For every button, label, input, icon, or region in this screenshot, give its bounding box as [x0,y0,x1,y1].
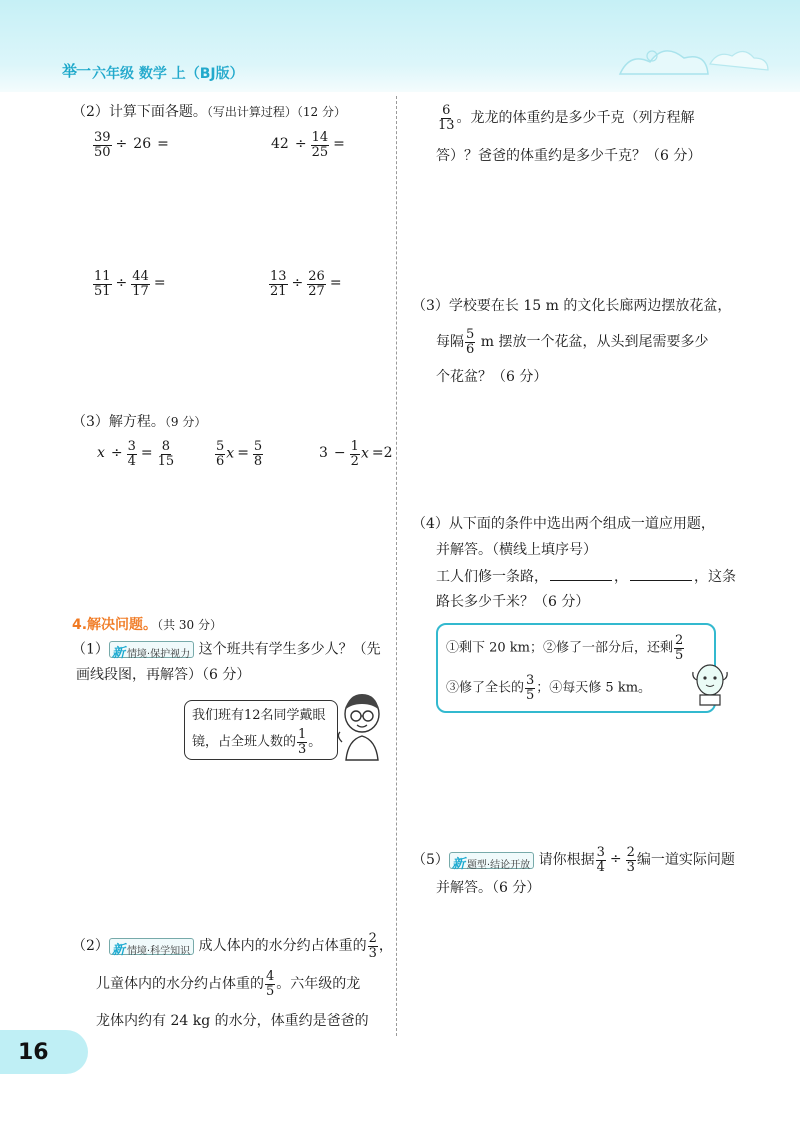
grade-title: 六年级 数学 上（BJ版） [92,66,244,82]
tag-open-ended: 新 题型·结论开放 [449,852,534,869]
conditions-row-2: ③修了全长的 $\frac{3}{5}$ ；④每天修 5 km。 [446,673,652,703]
cactus-mascot-icon [690,658,730,708]
problem-2-line-1: （2） 新 情境·科学知识 成人体内的水分约占体重的 $\frac{2}{3}$ ， [72,931,393,961]
brand-mark: 举一 [62,62,91,80]
problem-5-line-2: 并解答。（6 分） [436,880,541,896]
calc-item-1: $\frac{39}{50}$ ÷ 26 = [94,130,169,160]
tag-protect-eyes: 新 情境·保护视力 [109,641,194,658]
speech-line-2: 镜，占全班人数的 $\frac{1}{3}$ 。 [192,727,322,757]
problem-1-line-2: 画线段图，再解答）（6 分） [76,667,251,683]
problem-3-line-1: （3）学校要在长 15 m 的文化长廊两边摆放花盆， [412,298,732,314]
answer-blank-2[interactable] [630,568,692,581]
column-divider [396,96,397,1036]
boy-character-icon [334,690,390,762]
problem-4-line-2: 并解答。（横线上填序号） [436,542,597,558]
problem-3-line-2: 每隔 $\frac{5}{6}$ m 摆放一个花盆，从头到尾需要多少 [436,327,709,357]
problem-4-line-4: 路长多少千米？（6 分） [436,594,590,610]
calc-item-4: $\frac{13}{21}$ ÷ $\frac{26}{27}$ = [270,269,342,299]
problem-4-line-1: （4）从下面的条件中选出两个组成一道应用题， [412,516,715,532]
speech-line-1: 我们班有12名同学戴眼 [192,708,326,723]
cloud-decoration-icon [600,34,790,94]
problem-2-cont-line-2: 答）？爸爸的体重约是多少千克？（6 分） [436,148,702,164]
problem-5-line-1: （5） 新 题型·结论开放 请你根据 $\frac{3}{4}$ ÷ $\frac{2}{3}$ 编一道实际问题 [412,845,735,875]
problem-2-cont-line-1: $\frac{6}{13}$ 。龙龙的体重约是多少千克（列方程解 [438,103,695,133]
problem-3-line-3: 个花盆？（6 分） [436,369,548,385]
problem-4-line-3: 工人们修一条路， ， ，这条 [436,569,736,585]
equation-3: 3 − $\frac{1}{2}$ x =2 [319,439,393,469]
problem-2-line-3: 龙体内约有 24 kg 的水分，体重约是爸爸的 [96,1013,369,1029]
answer-blank-1[interactable] [550,568,612,581]
page-number: 16 [18,1040,49,1065]
q3-heading: （3）解方程。（9 分） [72,414,207,430]
equation-1: x ÷ $\frac{3}{4}$ = $\frac{8}{15}$ [97,439,175,469]
equation-2: $\frac{5}{6}$ x = $\frac{5}{8}$ [216,439,263,469]
calc-item-2: 42 ÷ $\frac{14}{25}$ = [271,130,345,160]
conditions-row-1: ①剩下 20 km；②修了一部分后，还剩 $\frac{2}{5}$ [446,633,684,663]
problem-2-line-2: 儿童体内的水分约占体重的 $\frac{4}{5}$ 。六年级的龙 [96,969,361,999]
problem-1-line-1: （1） 新 情境·保护视力 这个班共有学生多少人？（先 [72,641,381,661]
section-4-heading: 4.解决问题。（共 30 分） [72,617,222,633]
calc-item-3: $\frac{11}{51}$ ÷ $\frac{44}{17}$ = [94,269,166,299]
tag-science: 新 情境·科学知识 [109,938,194,955]
q2-heading: （2）计算下面各题。（写出计算过程）（12 分） [72,104,347,120]
